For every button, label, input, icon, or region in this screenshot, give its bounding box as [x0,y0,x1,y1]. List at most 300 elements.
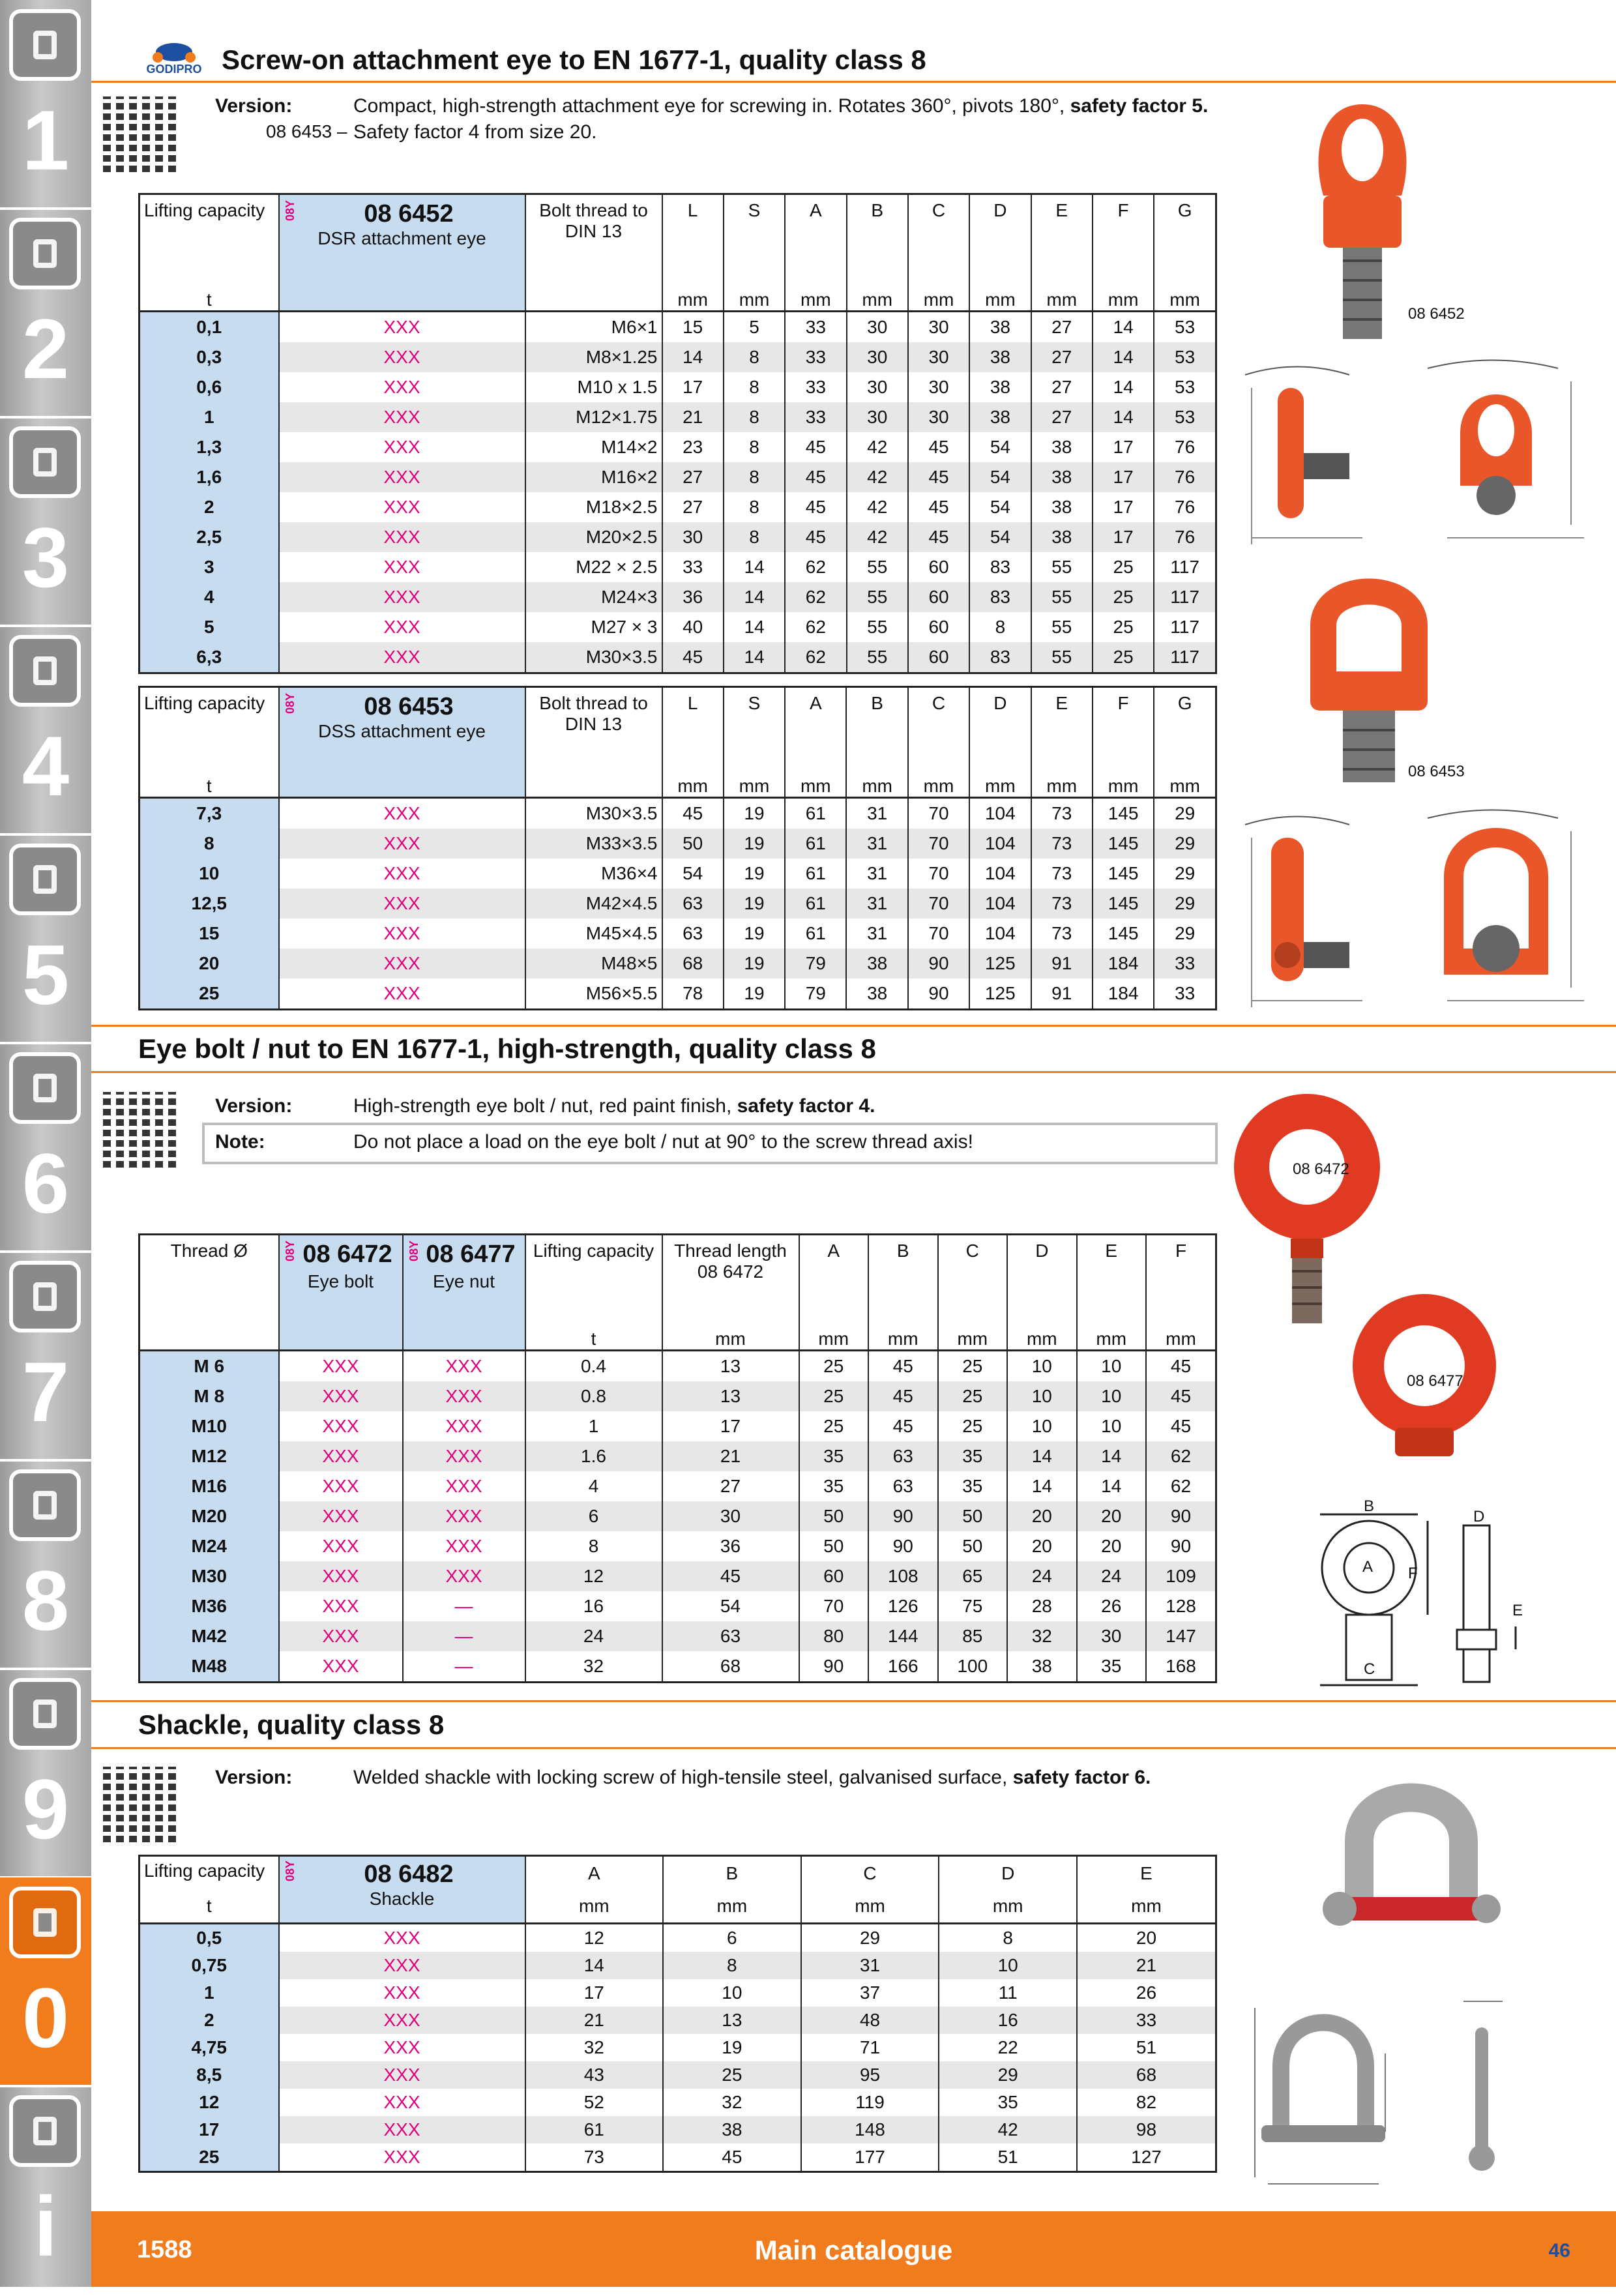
sidebar-tab-8[interactable] [0,1460,91,1670]
unit-mm: mm [908,768,969,798]
cell-article-eye-bolt[interactable]: XXX [279,1621,403,1651]
cell-dimension: 35 [799,1441,868,1471]
table-row [140,1591,1216,1621]
sidebar-tab-number: 0 [22,1970,70,2065]
col-header-d: D [969,194,1031,282]
cell-article-eye-nut[interactable]: XXX [403,1471,525,1501]
unit-mm: mm [662,768,724,798]
col-bolt-label: Bolt thread to DIN 13 [525,687,662,768]
cell-dimension: 61 [785,889,846,919]
cell-dimension: 27 [1031,372,1093,402]
sidebar-tab-number: 5 [22,927,70,1022]
cell-dimension: 45 [662,1561,799,1591]
qr-code[interactable] [103,1092,179,1168]
cell-dimension: 145 [1093,797,1154,829]
cell-article-eye-bolt[interactable]: XXX [279,1350,403,1381]
cell-article-number[interactable]: XXX [279,522,525,552]
cell-capacity: 6,3 [140,642,279,673]
section-title-shackle: Shackle, quality class 8 [138,1709,445,1740]
diagram-shackle [1235,1982,1522,2200]
cell-article-eye-bolt[interactable]: XXX [279,1381,403,1411]
cell-dimension: 45 [1146,1381,1216,1411]
cell-dimension: 36 [662,1531,799,1561]
cell-dimension: 90 [908,979,969,1010]
cell-dimension: 14 [525,1952,664,1979]
cell-dimension: 60 [799,1561,868,1591]
cell-article-number[interactable]: XXX [279,552,525,582]
cell-dimension: 27 [662,462,724,492]
cell-dimension: 40 [662,612,724,642]
wrench-icon [9,1052,81,1124]
qr-code[interactable] [103,96,179,172]
unit-mm: mm [662,282,724,312]
cell-bolt-thread: M20×2.5 [525,522,662,552]
section-title-eye-bolt: Eye bolt / nut to EN 1677-1, high-strength, quality class 8 [138,1033,876,1064]
sidebar-tab-7[interactable] [0,1252,91,1462]
cell-dimension: 17 [525,1979,664,2007]
cell-dimension: 50 [938,1501,1008,1531]
cell-dimension: 78 [662,979,724,1010]
sidebar-tab-0[interactable] [0,1877,91,2087]
cell-article-number[interactable]: XXX [279,612,525,642]
cell-dimension: 52 [525,2089,664,2116]
table-row [140,582,1216,612]
cell-article-number[interactable]: XXX [279,462,525,492]
cell-dimension: 61 [785,829,846,859]
cell-article-eye-bolt[interactable]: XXX [279,1561,403,1591]
cell-dimension: 42 [939,2116,1077,2143]
cell-article-eye-bolt[interactable]: XXX [279,1651,403,1683]
cell-dimension: 17 [1093,522,1154,552]
cell-capacity: 0,1 [140,311,279,342]
version-label: Version: [215,1767,293,1788]
cell-dimension: 31 [846,919,907,949]
cell-dimension: 23 [662,432,724,462]
cell-dimension: 83 [969,552,1031,582]
cell-dimension: 177 [801,2143,939,2172]
version-text: High-strength eye bolt / nut, red paint finish, safety factor 4. [353,1095,875,1117]
cell-article-number[interactable]: XXX [279,2089,525,2116]
cell-capacity: 20 [140,949,279,979]
cell-article-number[interactable]: XXX [279,2061,525,2089]
cell-dimension: 35 [939,2089,1077,2116]
cell-article-number[interactable]: XXX [279,2034,525,2061]
cell-dimension: 19 [724,859,785,889]
cell-dimension: 76 [1154,522,1216,552]
table-row [140,979,1216,1010]
cell-dimension: 25 [938,1381,1008,1411]
cell-dimension: 70 [908,859,969,889]
cell-dimension: 76 [1154,462,1216,492]
cell-dimension: 63 [868,1471,938,1501]
cell-article-number[interactable]: XXX [279,1979,525,2007]
sidebar-tab-1[interactable] [0,0,91,210]
col-thread-length-label: Thread length 08 6472 [662,1235,799,1321]
cell-article-eye-bolt[interactable]: XXX [279,1531,403,1561]
sidebar-tab-number: i [33,2179,58,2274]
section-title-attachment-eye: Screw-on attachment eye to EN 1677-1, quality class 8 [222,44,926,75]
cell-dimension: 33 [662,552,724,582]
caliper-icon [9,635,81,707]
unit-mm: mm [908,282,969,312]
cell-dimension: 45 [662,642,724,673]
cell-dimension: 83 [969,642,1031,673]
cell-dimension: 38 [969,342,1031,372]
table-row [140,1441,1216,1471]
table-row [140,552,1216,582]
unit-mm: mm [1146,1321,1216,1351]
cell-article-eye-nut[interactable]: XXX [403,1411,525,1441]
cell-article-eye-nut[interactable]: XXX [403,1561,525,1591]
safety-goggles-icon [9,1887,81,1958]
cell-dimension: 21 [525,2007,664,2034]
unit-mm: mm [801,1891,939,1923]
cell-capacity: 0,5 [140,1923,279,1952]
cell-dimension: 14 [662,342,724,372]
table-row [140,2089,1216,2116]
cell-dimension: 8 [724,522,785,552]
cell-article-eye-nut[interactable]: — [403,1651,525,1683]
table-row [140,432,1216,462]
table-row [140,462,1216,492]
cell-dimension: 14 [1077,1471,1146,1501]
cell-dimension: 117 [1154,552,1216,582]
cell-dimension: 29 [939,2061,1077,2089]
cell-dimension: 29 [1154,829,1216,859]
cell-dimension: 147 [1146,1621,1216,1651]
sidebar-tab-9[interactable] [0,1669,91,1879]
table-row [140,1923,1216,1952]
cell-bolt-thread: M36×4 [525,859,662,889]
cell-dimension: 126 [868,1591,938,1621]
cell-dimension: 85 [938,1621,1008,1651]
cell-dimension: 10 [663,1979,801,2007]
cell-capacity: 8,5 [140,2061,279,2089]
cell-dimension: 55 [1031,642,1093,673]
cell-dimension: 13 [663,2007,801,2034]
unit-t: t [206,289,212,310]
cell-dimension: 83 [969,582,1031,612]
cell-dimension: 55 [1031,612,1093,642]
cell-dimension: 184 [1093,949,1154,979]
unit-mm: mm [724,282,785,312]
table-row [140,1651,1216,1683]
sidebar-tab-number: 9 [22,1761,70,1857]
cell-article-number[interactable]: XXX [279,1923,525,1952]
sidebar-tab-6[interactable] [0,1043,91,1253]
cell-dimension: 12 [525,1561,662,1591]
cell-dimension: 119 [801,2089,939,2116]
cell-dimension: 76 [1154,492,1216,522]
section-divider [91,1747,1616,1749]
sidebar-tab-5[interactable] [0,834,91,1044]
cell-dimension: 25 [799,1350,868,1381]
col-header-a: A [785,687,846,768]
cell-dimension: 19 [724,889,785,919]
col-header-a: A [525,1856,664,1891]
cell-article-eye-nut[interactable]: — [403,1621,525,1651]
cell-dimension: 14 [724,642,785,673]
sidebar-tab-2[interactable] [0,209,91,419]
cell-dimension: 45 [785,462,846,492]
section-divider [91,1700,1616,1702]
cell-dimension: 80 [799,1621,868,1651]
cell-dimension: 104 [969,889,1031,919]
cell-dimension: 30 [908,342,969,372]
table-row [140,1952,1216,1979]
drill-icon [9,9,81,81]
cell-dimension: 14 [724,552,785,582]
section-divider [91,1025,1616,1027]
cell-article-number[interactable]: XXX [279,311,525,342]
cell-dimension: 71 [801,2034,939,2061]
cell-dimension: 68 [662,1651,799,1683]
cell-dimension: 82 [1077,2089,1216,2116]
cell-dimension: 73 [1031,859,1093,889]
cell-article-number[interactable]: XXX [279,2116,525,2143]
cell-dimension: 8 [939,1923,1077,1952]
cell-dimension: 63 [662,919,724,949]
cell-bolt-thread: M33×3.5 [525,829,662,859]
cell-article-eye-bolt[interactable]: XXX [279,1591,403,1621]
cell-article-number[interactable]: XXX [279,2007,525,2034]
cell-dimension: 117 [1154,582,1216,612]
cell-dimension: 27 [662,492,724,522]
cell-dimension: 14 [724,612,785,642]
cell-dimension: 20 [1077,1531,1146,1561]
cell-article-number[interactable]: XXX [279,1952,525,1979]
cell-dimension: 45 [908,462,969,492]
cell-dimension: 8 [724,432,785,462]
cell-dimension: 33 [785,402,846,432]
cell-dimension: 26 [1077,1979,1216,2007]
cell-capacity: 15 [140,919,279,949]
qr-code[interactable] [103,1767,179,1842]
cell-article-eye-nut[interactable]: XXX [403,1381,525,1411]
cell-dimension: 14 [1007,1441,1076,1471]
unit-mm: mm [1154,768,1216,798]
cell-dimension: 54 [662,1591,799,1621]
table-row [140,1561,1216,1591]
sidebar-tab-info[interactable] [0,2086,91,2296]
version-text: Compact, high-strength attachment eye for screwing in. Rotates 360°, pivots 180°, safety factor 5. [353,95,1209,117]
cell-dimension: 29 [1154,859,1216,889]
col-header-b: B [847,194,908,282]
cell-thread: M30 [140,1561,279,1591]
cell-capacity: 12,5 [140,889,279,919]
image-label: 08 6452 [1408,305,1465,323]
footer-title: Main catalogue [754,2235,953,2265]
saw-icon [9,844,81,915]
cell-dimension: 145 [1093,859,1154,889]
unit-mm: mm [785,282,846,312]
page-number-secondary: 46 [1548,2240,1570,2261]
col-header-g: G [1154,687,1216,768]
cell-dimension: 53 [1154,342,1216,372]
diagram-label-b: B [1364,1497,1375,1515]
unit-mm: mm [846,768,907,798]
cell-dimension: 8 [969,612,1031,642]
cell-dimension: 100 [938,1651,1008,1683]
cell-dimension: 36 [662,582,724,612]
cell-dimension: 33 [785,372,846,402]
cell-dimension: 31 [846,829,907,859]
cell-dimension: 145 [1093,829,1154,859]
cell-dimension: 21 [662,402,724,432]
pliers-icon [9,1261,81,1332]
cell-article-eye-nut[interactable]: XXX [403,1501,525,1531]
table-row [140,1621,1216,1651]
cell-dimension: 91 [1031,949,1093,979]
cell-dimension: 29 [801,1923,939,1952]
cell-article-number[interactable]: XXX [279,797,525,829]
cell-dimension: 76 [1154,432,1216,462]
table-row [140,612,1216,642]
cell-article-number[interactable]: XXX [279,919,525,949]
cell-article-number[interactable]: XXX [279,402,525,432]
cell-dimension: 8 [724,402,785,432]
section-divider [91,81,1616,83]
cell-dimension: 30 [847,342,908,372]
cell-dimension: 19 [724,979,785,1010]
cell-dimension: 0.8 [525,1381,662,1411]
cell-dimension: 45 [868,1411,938,1441]
table-row [140,402,1216,432]
cell-dimension: 19 [724,919,785,949]
unit-mm: mm [1007,1321,1076,1351]
cell-article-eye-bolt[interactable]: XXX [279,1441,403,1471]
cell-dimension: 168 [1146,1651,1216,1683]
cell-dimension: 65 [938,1561,1008,1591]
cell-bolt-thread: M48×5 [525,949,662,979]
cell-bolt-thread: M24×3 [525,582,662,612]
diagram-label-a: A [1362,1558,1374,1576]
brand-name: GODIPRO [146,63,202,76]
cell-article-number[interactable]: XXX [279,492,525,522]
cell-dimension: 19 [724,949,785,979]
table-row [140,1471,1216,1501]
cell-dimension: 35 [799,1471,868,1501]
cell-dimension: 17 [662,1411,799,1441]
cell-article-number[interactable]: XXX [279,859,525,889]
cell-dimension: 8 [724,372,785,402]
diagram-attachment-eye-side [1232,355,1597,554]
cell-dimension: 38 [1031,522,1093,552]
unit-mm: mm [969,768,1031,798]
cell-dimension: 61 [785,919,846,949]
unit-mm: mm [525,1891,664,1923]
table-row [140,372,1216,402]
sidebar-tab-number: 3 [22,510,70,605]
cell-dimension: 14 [1007,1471,1076,1501]
cell-dimension: 21 [1077,1952,1216,1979]
cell-article-number[interactable]: XXX [279,2143,525,2172]
cell-dimension: 27 [1031,342,1093,372]
toolbox-icon [9,1469,81,1541]
cell-dimension: 20 [1077,1501,1146,1531]
cell-dimension: 24 [1007,1561,1076,1591]
cell-article-number[interactable]: XXX [279,829,525,859]
version-text: Welded shackle with locking screw of high-tensile steel, galvanised surface, safety factor 6. [353,1767,1151,1788]
cell-dimension: 109 [1146,1561,1216,1591]
col-header-e: E [1031,687,1093,768]
article-header-eye-nut: 08Y 08 6477 Eye nut [403,1235,525,1321]
cell-dimension: 25 [938,1411,1008,1441]
cell-dimension: 184 [1093,979,1154,1010]
unit-mm: mm [969,282,1031,312]
cell-bolt-thread: M6×1 [525,311,662,342]
cell-article-number[interactable]: XXX [279,582,525,612]
cell-article-number[interactable]: XXX [279,642,525,673]
cell-capacity: 12 [140,2089,279,2116]
cell-article-number[interactable]: XXX [279,372,525,402]
cell-dimension: 55 [847,582,908,612]
cell-capacity: 2,5 [140,522,279,552]
cell-dimension: 20 [1007,1501,1076,1531]
cell-article-eye-bolt[interactable]: XXX [279,1501,403,1531]
cell-article-number[interactable]: XXX [279,432,525,462]
col-header-l: L [662,687,724,768]
cell-dimension: 29 [1154,889,1216,919]
cell-article-eye-nut[interactable]: — [403,1591,525,1621]
sidebar-tab-3[interactable] [0,417,91,627]
col-capacity-label: Lifting capacity [144,693,265,713]
cell-article-number[interactable]: XXX [279,979,525,1010]
col-header-f: F [1093,687,1154,768]
cell-dimension: 38 [969,372,1031,402]
cell-article-number[interactable]: XXX [279,889,525,919]
cell-dimension: 33 [1154,949,1216,979]
col-capacity-label: Lifting capacity [144,200,265,220]
col-header-c: C [938,1235,1008,1321]
note-label: Note: [215,1131,265,1153]
cell-dimension: 19 [724,797,785,829]
cell-dimension: 117 [1154,642,1216,673]
cell-dimension: 8 [663,1952,801,1979]
cell-dimension: 79 [785,949,846,979]
cell-dimension: 10 [939,1952,1077,1979]
cell-dimension: 108 [868,1561,938,1591]
cell-dimension: 60 [908,612,969,642]
cell-article-eye-nut[interactable]: XXX [403,1441,525,1471]
col-header-d: D [969,687,1031,768]
cell-dimension: 30 [908,311,969,342]
cell-dimension: 33 [1077,2007,1216,2034]
image-label: 08 6472 [1293,1160,1349,1178]
cell-article-eye-nut[interactable]: XXX [403,1350,525,1381]
cell-dimension: 8 [724,342,785,372]
cell-capacity: 1,3 [140,432,279,462]
article-header: 08Y 08 6452 DSR attachment eye [279,194,525,282]
diagram-label-d: D [1473,1508,1485,1525]
cell-article-eye-bolt[interactable]: XXX [279,1411,403,1441]
sidebar-tab-4[interactable] [0,626,91,836]
col-capacity-label: Lifting capacity [144,1861,265,1881]
cell-article-number[interactable]: XXX [279,949,525,979]
cell-dimension: 45 [1146,1350,1216,1381]
cell-dimension: 90 [868,1501,938,1531]
cell-dimension: 45 [868,1350,938,1381]
cell-dimension: 45 [868,1381,938,1411]
cell-dimension: 73 [1031,797,1093,829]
cell-dimension: 1 [525,1411,662,1441]
cell-article-number[interactable]: XXX [279,342,525,372]
cell-article-eye-nut[interactable]: XXX [403,1531,525,1561]
cell-dimension: 25 [1093,642,1154,673]
cell-dimension: 10 [1007,1350,1076,1381]
cell-article-eye-bolt[interactable]: XXX [279,1471,403,1501]
diagram-eye-bolt [1310,1497,1551,1695]
